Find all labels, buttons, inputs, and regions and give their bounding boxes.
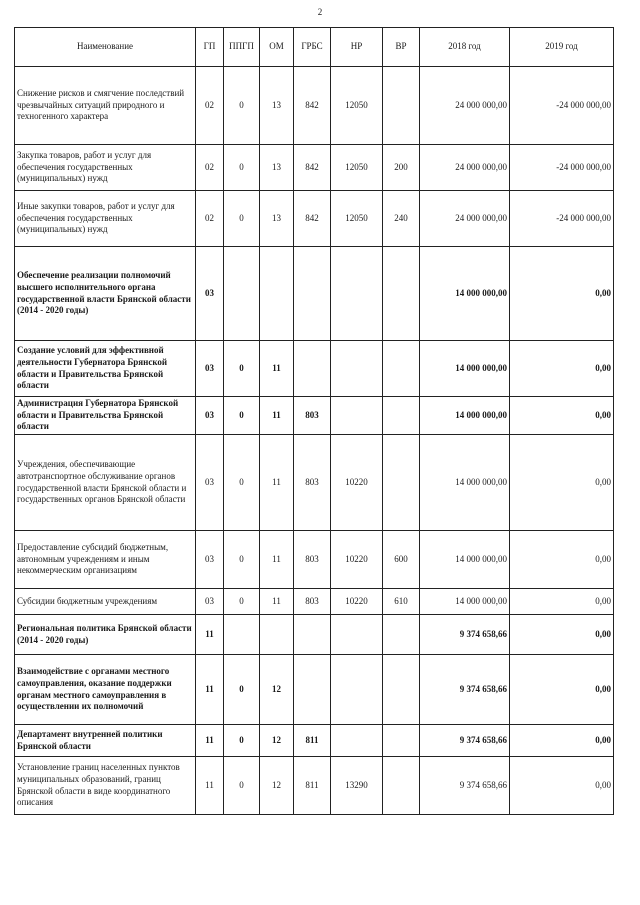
cell-name: Региональная политика Брянской области (2014 - 2020 годы) <box>15 615 196 655</box>
cell-2019-amount: 0,00 <box>510 757 614 815</box>
cell-name: Субсидии бюджетным учреждениям <box>15 589 196 615</box>
cell-2018-amount: 9 374 658,66 <box>420 757 510 815</box>
cell-vr <box>383 397 420 435</box>
header-gp: ГП <box>196 28 224 67</box>
cell-name: Предоставление субсидий бюджетным, автономным учреждениям и иным некоммерческим организациям <box>15 531 196 589</box>
cell-name: Иные закупки товаров, работ и услуг для обеспечения государственных (муниципальных) нужд <box>15 191 196 247</box>
cell-gp: 11 <box>196 725 224 757</box>
header-ppgp: ППГП <box>224 28 260 67</box>
cell-nr <box>331 615 383 655</box>
cell-nr: 12050 <box>331 67 383 145</box>
cell-2019-amount: 0,00 <box>510 341 614 397</box>
cell-gp: 03 <box>196 247 224 341</box>
cell-vr <box>383 67 420 145</box>
cell-gp: 03 <box>196 531 224 589</box>
cell-name: Снижение рисков и смягчение последствий чрезвычайных ситуаций природного и техногенного характера <box>15 67 196 145</box>
table-row <box>15 145 614 191</box>
table-row <box>15 589 614 615</box>
table-row <box>15 725 614 757</box>
cell-2018-amount: 14 000 000,00 <box>420 397 510 435</box>
cell-gp: 03 <box>196 435 224 531</box>
header-om: ОМ <box>260 28 294 67</box>
cell-om <box>260 247 294 341</box>
cell-ppgp <box>224 615 260 655</box>
cell-vr <box>383 615 420 655</box>
table-row <box>15 655 614 725</box>
cell-2019-amount: -24 000 000,00 <box>510 145 614 191</box>
table-row <box>15 67 614 145</box>
cell-2019-amount: 0,00 <box>510 655 614 725</box>
cell-om: 12 <box>260 757 294 815</box>
cell-grbs: 803 <box>294 435 331 531</box>
page-number: 2 <box>317 7 323 17</box>
table-row <box>15 531 614 589</box>
cell-2018-amount: 14 000 000,00 <box>420 435 510 531</box>
cell-2019-amount: 0,00 <box>510 247 614 341</box>
cell-om: 12 <box>260 725 294 757</box>
cell-name: Закупка товаров, работ и услуг для обеспечения государственных (муниципальных) нужд <box>15 145 196 191</box>
cell-2018-amount: 14 000 000,00 <box>420 531 510 589</box>
cell-grbs: 842 <box>294 67 331 145</box>
header-2018: 2018 год <box>420 28 510 67</box>
cell-nr <box>331 397 383 435</box>
cell-ppgp: 0 <box>224 191 260 247</box>
cell-om: 11 <box>260 341 294 397</box>
cell-gp: 03 <box>196 589 224 615</box>
cell-2018-amount: 24 000 000,00 <box>420 67 510 145</box>
cell-grbs: 842 <box>294 145 331 191</box>
cell-2018-amount: 14 000 000,00 <box>420 341 510 397</box>
cell-vr: 610 <box>383 589 420 615</box>
cell-2019-amount: -24 000 000,00 <box>510 67 614 145</box>
cell-gp: 11 <box>196 615 224 655</box>
table-row <box>15 341 614 397</box>
cell-ppgp: 0 <box>224 531 260 589</box>
cell-gp: 02 <box>196 67 224 145</box>
cell-nr: 10220 <box>331 435 383 531</box>
cell-vr <box>383 435 420 531</box>
cell-gp: 11 <box>196 757 224 815</box>
cell-om <box>260 615 294 655</box>
cell-grbs <box>294 341 331 397</box>
cell-ppgp: 0 <box>224 67 260 145</box>
cell-name: Учреждения, обеспечивающие автотранспортное обслуживание органов государственной власти Брянской области и государственных органов Брянской области <box>15 435 196 531</box>
cell-2018-amount: 9 374 658,66 <box>420 725 510 757</box>
cell-name: Установление границ населенных пунктов муниципальных образований, границ Брянской области в виде координатного описания <box>15 757 196 815</box>
cell-ppgp: 0 <box>224 397 260 435</box>
cell-grbs: 842 <box>294 191 331 247</box>
table-row <box>15 435 614 531</box>
cell-2018-amount: 9 374 658,66 <box>420 615 510 655</box>
cell-om: 11 <box>260 435 294 531</box>
cell-grbs <box>294 655 331 725</box>
cell-2018-amount: 9 374 658,66 <box>420 655 510 725</box>
table-row <box>15 247 614 341</box>
cell-name: Администрация Губернатора Брянской области и Правительства Брянской области <box>15 397 196 435</box>
cell-nr: 12050 <box>331 145 383 191</box>
cell-om: 13 <box>260 145 294 191</box>
cell-om: 13 <box>260 191 294 247</box>
cell-ppgp: 0 <box>224 655 260 725</box>
header-2019: 2019 год <box>510 28 614 67</box>
cell-2018-amount: 24 000 000,00 <box>420 191 510 247</box>
table-body <box>15 67 614 815</box>
cell-ppgp <box>224 247 260 341</box>
cell-name: Взаимодействие с органами местного самоуправления, оказание поддержки органам местного самоуправления в осуществлении их полномочий <box>15 655 196 725</box>
cell-name: Создание условий для эффективной деятельности Губернатора Брянской области и Правительства Брянской области <box>15 341 196 397</box>
cell-name: Обеспечение реализации полномочий высшего исполнительного органа государственной власти Брянской области (2014 - 2020 годы) <box>15 247 196 341</box>
header-vr: ВР <box>383 28 420 67</box>
cell-grbs: 803 <box>294 397 331 435</box>
cell-vr: 600 <box>383 531 420 589</box>
cell-vr <box>383 757 420 815</box>
cell-2019-amount: 0,00 <box>510 397 614 435</box>
cell-nr: 12050 <box>331 191 383 247</box>
cell-ppgp: 0 <box>224 145 260 191</box>
cell-gp: 02 <box>196 145 224 191</box>
cell-nr: 13290 <box>331 757 383 815</box>
cell-grbs: 803 <box>294 589 331 615</box>
cell-2019-amount: 0,00 <box>510 725 614 757</box>
cell-2019-amount: 0,00 <box>510 531 614 589</box>
cell-ppgp: 0 <box>224 435 260 531</box>
cell-vr <box>383 247 420 341</box>
cell-gp: 11 <box>196 655 224 725</box>
cell-grbs: 803 <box>294 531 331 589</box>
cell-vr: 240 <box>383 191 420 247</box>
cell-om: 12 <box>260 655 294 725</box>
cell-grbs: 811 <box>294 725 331 757</box>
table-row <box>15 397 614 435</box>
cell-ppgp: 0 <box>224 341 260 397</box>
cell-vr <box>383 655 420 725</box>
cell-nr <box>331 341 383 397</box>
cell-grbs: 811 <box>294 757 331 815</box>
header-name: Наименование <box>15 28 196 67</box>
header-grbs: ГРБС <box>294 28 331 67</box>
cell-name: Департамент внутренней политики Брянской области <box>15 725 196 757</box>
cell-ppgp: 0 <box>224 725 260 757</box>
cell-om: 11 <box>260 589 294 615</box>
budget-table <box>14 27 614 815</box>
cell-ppgp: 0 <box>224 757 260 815</box>
cell-2019-amount: 0,00 <box>510 615 614 655</box>
table-row <box>15 615 614 655</box>
cell-2019-amount: -24 000 000,00 <box>510 191 614 247</box>
cell-2018-amount: 14 000 000,00 <box>420 247 510 341</box>
cell-nr <box>331 725 383 757</box>
header-nr: НР <box>331 28 383 67</box>
cell-ppgp: 0 <box>224 589 260 615</box>
cell-vr <box>383 341 420 397</box>
cell-grbs <box>294 247 331 341</box>
cell-2019-amount: 0,00 <box>510 589 614 615</box>
cell-nr <box>331 247 383 341</box>
cell-2018-amount: 24 000 000,00 <box>420 145 510 191</box>
cell-nr: 10220 <box>331 531 383 589</box>
cell-grbs <box>294 615 331 655</box>
cell-nr <box>331 655 383 725</box>
table-header-row <box>15 28 614 67</box>
cell-gp: 03 <box>196 341 224 397</box>
table-row <box>15 191 614 247</box>
cell-gp: 02 <box>196 191 224 247</box>
cell-2019-amount: 0,00 <box>510 435 614 531</box>
table-row <box>15 757 614 815</box>
cell-2018-amount: 14 000 000,00 <box>420 589 510 615</box>
cell-om: 11 <box>260 531 294 589</box>
cell-om: 11 <box>260 397 294 435</box>
cell-gp: 03 <box>196 397 224 435</box>
cell-vr <box>383 725 420 757</box>
cell-vr: 200 <box>383 145 420 191</box>
cell-nr: 10220 <box>331 589 383 615</box>
cell-om: 13 <box>260 67 294 145</box>
